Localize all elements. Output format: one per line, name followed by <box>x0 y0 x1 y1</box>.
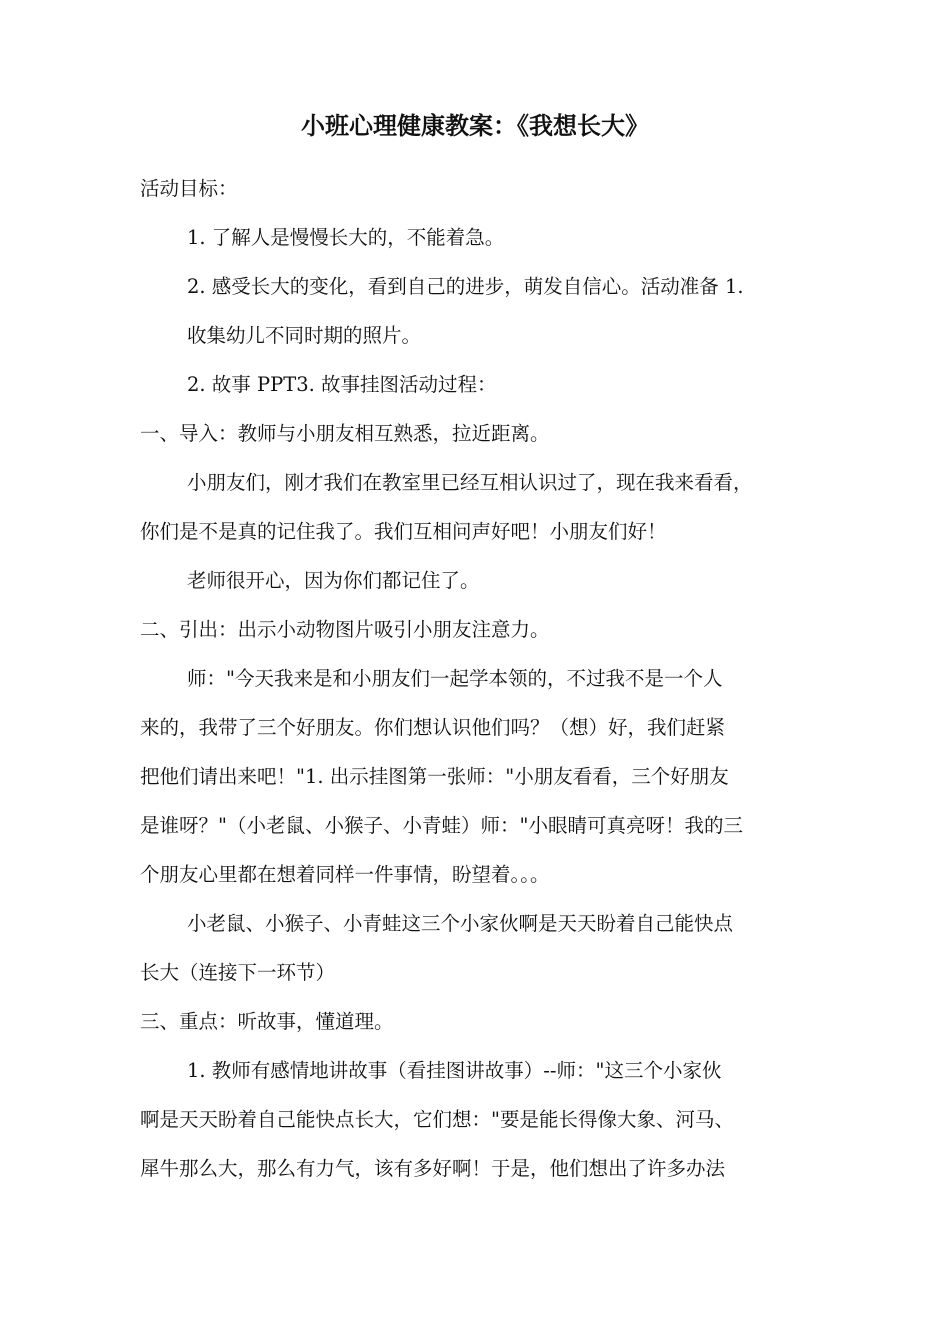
preparation-item-2: 2. 故事 PPT3. 故事挂图活动过程： <box>187 373 497 396</box>
section-heading-key-point: 三、重点：听故事，懂道理。 <box>140 1010 394 1033</box>
paragraph-line: 你们是不是真的记住我了。我们互相问声好吧！小朋友们好！ <box>140 520 667 543</box>
paragraph-line: 犀牛那么大，那么有力气，该有多好啊！于是，他们想出了许多办法 <box>140 1157 726 1180</box>
paragraph-line: 把他们请出来吧！"1. 出示挂图第一张师："小朋友看看，三个好朋友 <box>140 765 729 788</box>
paragraph-line: 老师很开心，因为你们都记住了。 <box>187 569 480 592</box>
paragraph-line: 小朋友们，刚才我们在教室里已经互相认识过了，现在我来看看， <box>187 471 753 494</box>
paragraph-line: 长大（连接下一环节） <box>140 961 336 984</box>
paragraph-line: 来的，我带了三个好朋友。你们想认识他们吗？（想）好，我们赶紧 <box>140 716 726 739</box>
paragraph-line: 是谁呀？"（小老鼠、小猴子、小青蛙）师："小眼睛可真亮呀！我的三 <box>140 814 743 837</box>
objective-item-1: 1. 了解人是慢慢长大的，不能着急。 <box>187 226 505 249</box>
document-title: 小班心理健康教案：《我想长大》 <box>301 111 649 140</box>
paragraph-line: 小老鼠、小猴子、小青蛙这三个小家伙啊是天天盼着自己能快点 <box>187 912 734 935</box>
preparation-item-1: 收集幼儿不同时期的照片。 <box>187 324 422 347</box>
section-heading-lead-in: 二、引出：出示小动物图片吸引小朋友注意力。 <box>140 618 550 641</box>
objective-item-2: 2. 感受长大的变化，看到自己的进步，萌发自信心。活动准备 1. <box>187 275 744 298</box>
section-heading-intro: 一、导入：教师与小朋友相互熟悉，拉近距离。 <box>140 422 550 445</box>
paragraph-line: 1. 教师有感情地讲故事（看挂图讲故事）--师："这三个小家伙 <box>187 1059 722 1082</box>
document-body <box>140 164 830 1193</box>
section-heading-objectives: 活动目标： <box>140 177 238 200</box>
paragraph-line: 啊是天天盼着自己能快点长大，它们想："要是能长得像大象、河马、 <box>140 1108 734 1131</box>
paragraph-line: 师："今天我来是和小朋友们一起学本领的，不过我不是一个人 <box>187 667 723 690</box>
paragraph-line: 个朋友心里都在想着同样一件事情，盼望着。。。 <box>140 863 550 886</box>
